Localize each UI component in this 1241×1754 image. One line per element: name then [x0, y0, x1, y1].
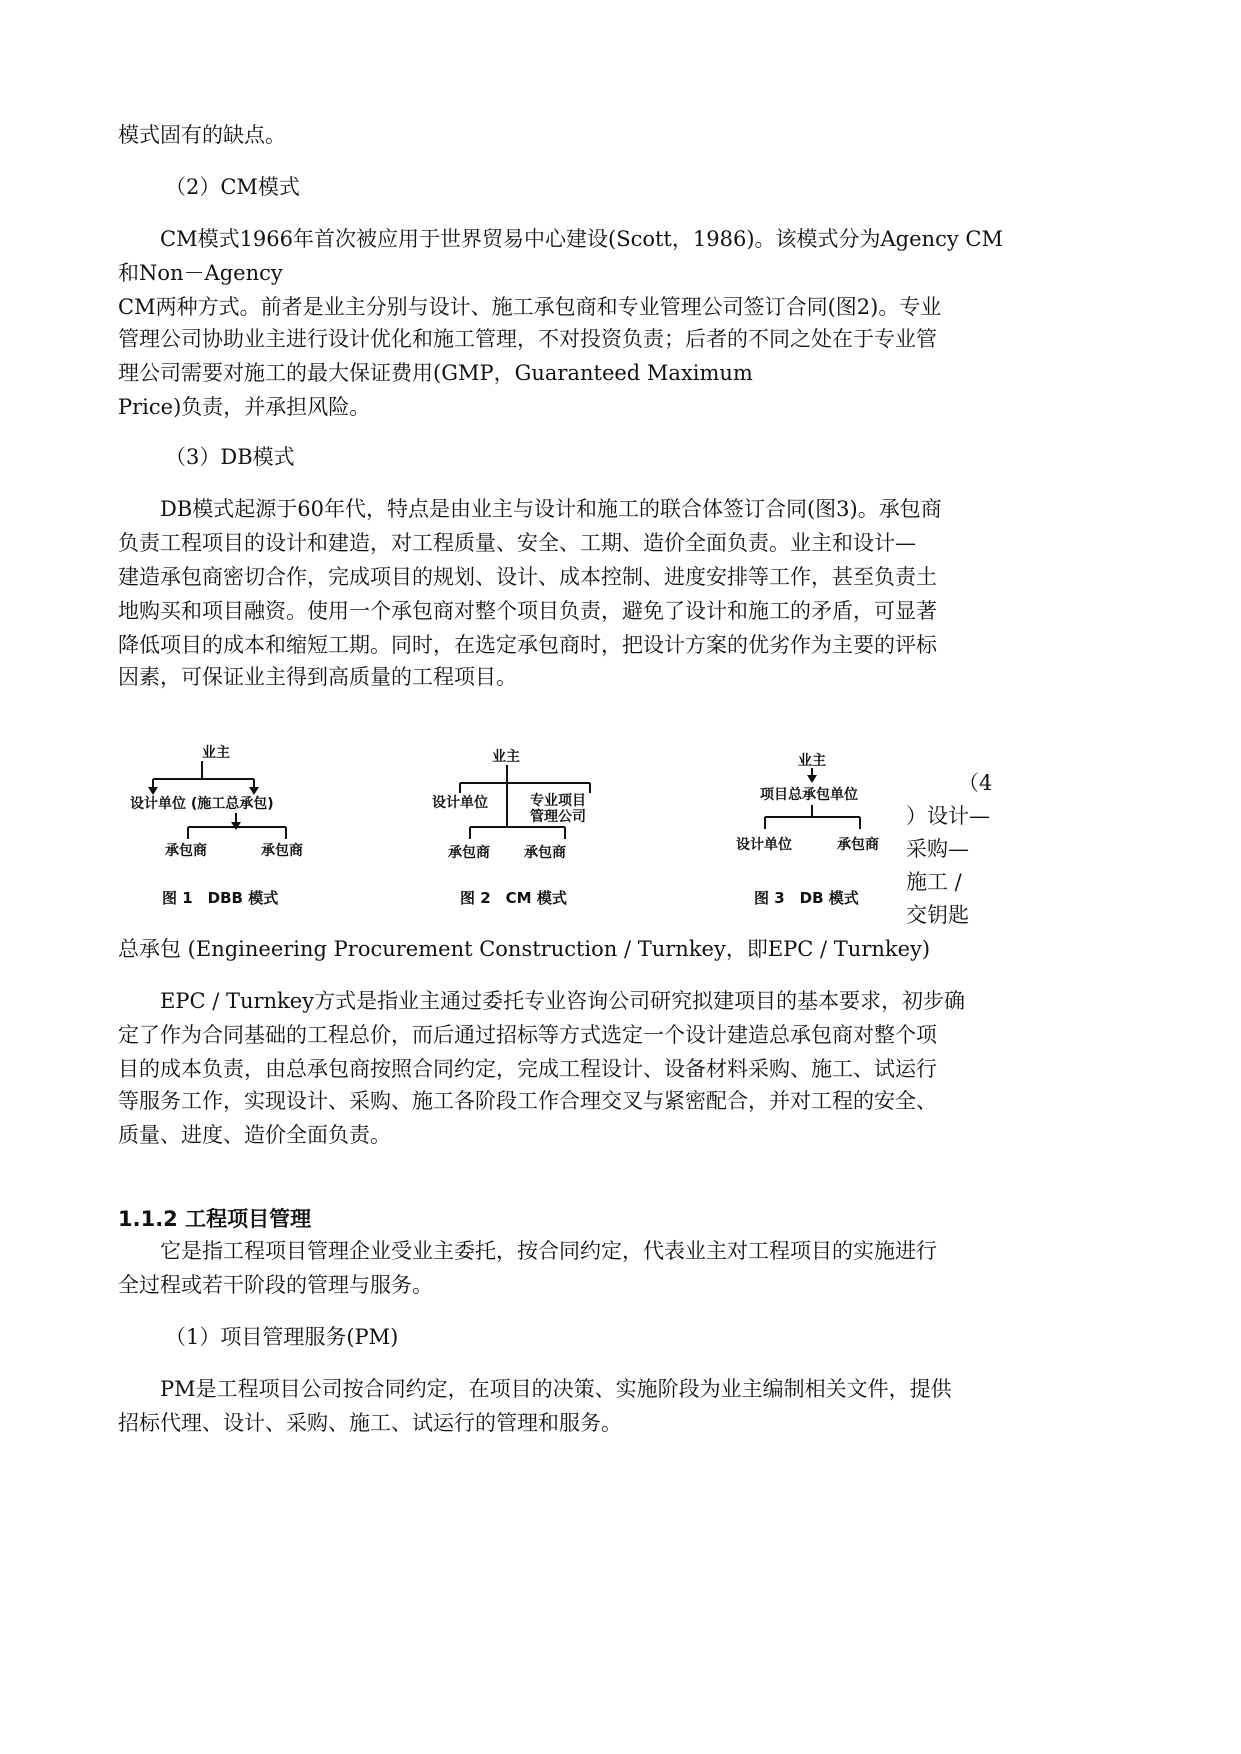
- side-text: 施工 /: [906, 870, 962, 894]
- text-line: 和Non－Agency: [118, 261, 283, 285]
- text-line: 建造承包商密切合作，完成项目的规划、设计、成本控制、进度安排等工作，甚至负责土: [118, 565, 937, 589]
- epc-title: 总承包 (Engineering Procurement Construction / Turnkey，即EPC / Turnkey): [118, 937, 931, 961]
- figure-cm: [420, 735, 640, 920]
- text-line: 它是指工程项目管理企业受业主委托，按合同约定，代表业主对工程项目的实施进行: [160, 1239, 937, 1263]
- text-line: 地购买和项目融资。使用一个承包商对整个项目负责，避免了设计和施工的矛盾，可显著: [118, 599, 937, 623]
- text-line: 全过程或若干阶段的管理与服务。: [118, 1273, 433, 1297]
- text-line: 负责工程项目的设计和建造，对工程质量、安全、工期、造价全面负责。业主和设计—: [118, 531, 916, 555]
- side-text: ）设计—: [906, 804, 990, 828]
- text-line: CM模式1966年首次被应用于世界贸易中心建设(Scott，1986)。该模式分为Agency CM: [160, 227, 1003, 251]
- fig3-caption: 图 3 DB 模式: [754, 889, 859, 907]
- fig3-owner: 业主: [798, 753, 826, 769]
- db-heading: （3）DB模式: [165, 445, 295, 469]
- text-line: Price)负责，并承担风险。: [118, 395, 371, 419]
- fig2-contractor-left: 承包商: [448, 845, 490, 861]
- fig3-general-contractor: 项目总承包单位: [760, 787, 858, 803]
- text-line: 因素，可保证业主得到高质量的工程项目。: [118, 665, 517, 689]
- fig2-design-unit: 设计单位: [432, 795, 488, 811]
- fig1-contractor-right: 承包商: [261, 843, 303, 859]
- fig1-contractor-left: 承包商: [165, 843, 207, 859]
- fig1-owner: 业主: [202, 745, 230, 761]
- text-line: 模式固有的缺点。: [118, 123, 286, 147]
- text-line: CM两种方式。前者是业主分别与设计、施工承包商和专业管理公司签订合同(图2)。专业: [118, 295, 942, 319]
- text-line: 管理公司协助业主进行设计优化和施工管理，不对投资负责；后者的不同之处在于专业管: [118, 327, 937, 351]
- text-line: 降低项目的成本和缩短工期。同时，在选定承包商时，把设计方案的优劣作为主要的评标: [118, 633, 937, 657]
- cm-heading: （2）CM模式: [165, 175, 300, 199]
- fig2-owner: 业主: [492, 749, 520, 765]
- text-line: 等服务工作，实现设计、采购、施工各阶段工作合理交叉与紧密配合，并对工程的安全、: [118, 1089, 937, 1113]
- pm-heading: （1）项目管理服务(PM): [165, 1325, 399, 1349]
- section-heading: 1.1.2 工程项目管理: [118, 1207, 312, 1231]
- text-line: PM是工程项目公司按合同约定，在项目的决策、实施阶段为业主编制相关文件，提供: [160, 1377, 952, 1401]
- fig2-pm-company-l2: 管理公司: [530, 809, 586, 825]
- text-line: 招标代理、设计、采购、施工、试运行的管理和服务。: [118, 1411, 622, 1435]
- text-line: EPC / Turnkey方式是指业主通过委托专业咨询公司研究拟建项目的基本要求，初步确: [160, 989, 966, 1013]
- side-text: 采购—: [906, 837, 969, 861]
- figure-db: [730, 735, 905, 920]
- fig3-design-unit: 设计单位: [736, 837, 792, 853]
- side-text: （4: [958, 771, 993, 795]
- fig1-caption: 图 1 DBB 模式: [162, 889, 279, 907]
- fig2-caption: 图 2 CM 模式: [460, 889, 567, 907]
- figure-dbb: [118, 735, 348, 920]
- fig1-design-unit: 设计单位 (施工总承包): [130, 796, 274, 812]
- text-line: 目的成本负责，由总承包商按照合同约定，完成工程设计、设备材料采购、施工、试运行: [118, 1057, 937, 1081]
- text-line: 定了作为合同基础的工程总价，而后通过招标等方式选定一个设计建造总承包商对整个项: [118, 1023, 937, 1047]
- fig2-contractor-right: 承包商: [524, 845, 566, 861]
- text-line: DB模式起源于60年代，特点是由业主与设计和施工的联合体签订合同(图3)。承包商: [160, 497, 942, 521]
- side-text: 交钥匙: [906, 903, 969, 927]
- fig3-contractor: 承包商: [837, 837, 879, 853]
- text-line: 质量、进度、造价全面负责。: [118, 1123, 391, 1147]
- text-line: 理公司需要对施工的最大保证费用(GMP，Guaranteed Maximum: [118, 361, 753, 385]
- fig2-pm-company-l1: 专业项目: [530, 793, 586, 809]
